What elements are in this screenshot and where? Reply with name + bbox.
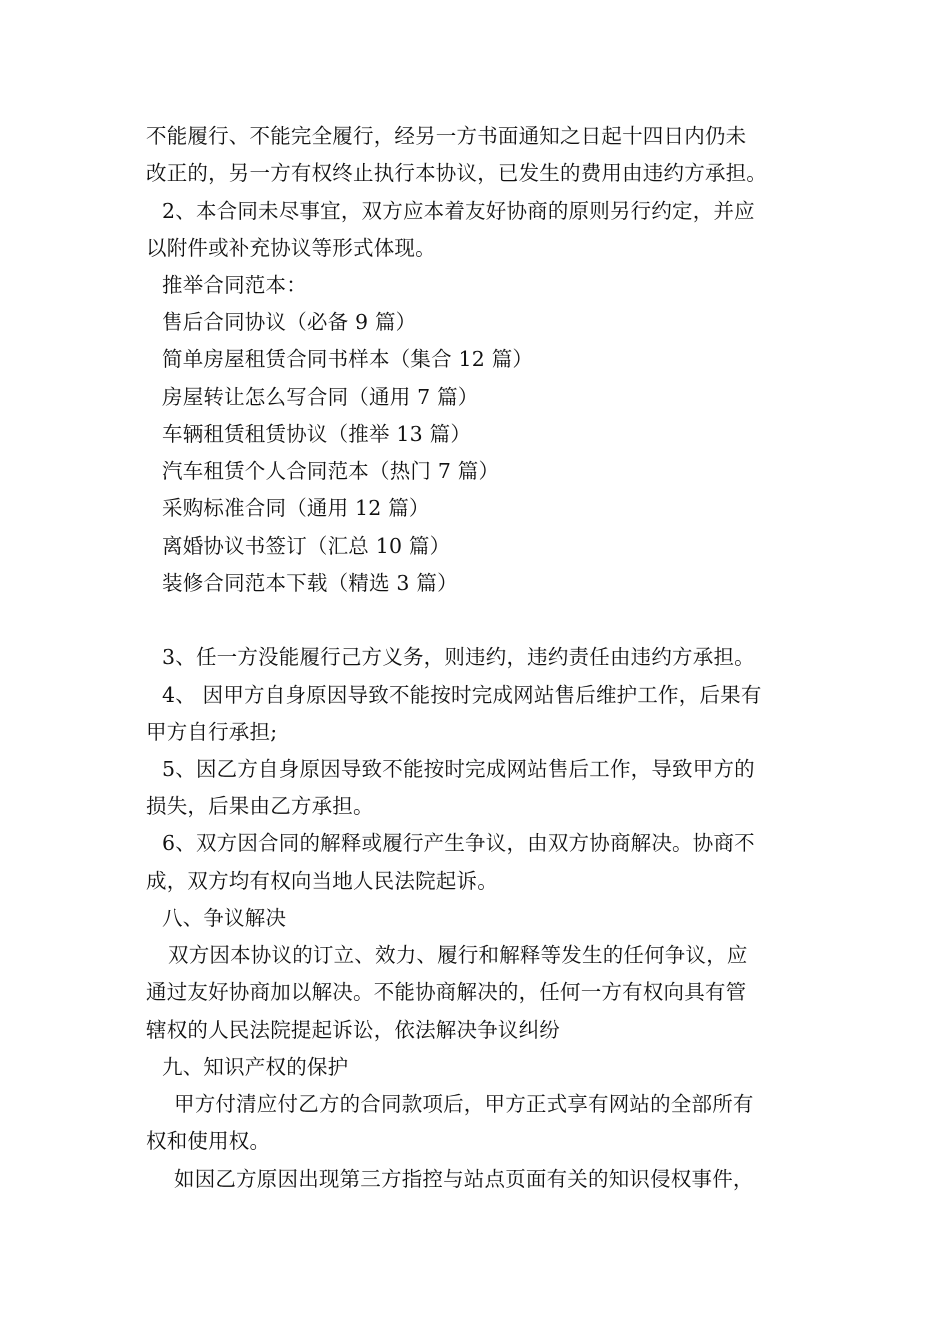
clause-3-line: 3、任一方没能履行己方义务，则违约，违约责任由违约方承担。 [162,645,755,669]
clause-6-line: 6、双方因合同的解释或履行产生争议，由双方协商解决。协商不 [162,831,755,855]
recommend-link[interactable]: 简单房屋租赁合同书样本（集合 12 篇） [162,347,534,371]
body-text-line: 损失，后果由乙方承担。 [146,794,374,818]
recommend-link[interactable]: 采购标准合同（通用 12 篇） [162,496,430,520]
clause-2-line: 2、本合同未尽事宜，双方应本着友好协商的原则另行约定，并应 [162,199,755,223]
body-text-line: 辖权的人民法院提起诉讼，依法解决争议纠纷 [146,1018,560,1042]
clause-5-line: 5、因乙方自身原因导致不能按时完成网站售后工作，导致甲方的 [162,757,755,781]
body-text-line: 双方因本协议的订立、效力、履行和解释等发生的任何争议，应 [168,943,748,967]
body-text-line: 改正的，另一方有权终止执行本协议，已发生的费用由违约方承担。 [146,161,767,185]
body-text-line: 以附件或补充协议等形式体现。 [146,236,436,260]
body-text-line: 甲方自行承担; [146,720,278,744]
body-text-line: 如因乙方原因出现第三方指控与站点页面有关的知识侵权事件， [174,1167,754,1191]
recommend-link[interactable]: 售后合同协议（必备 9 篇） [162,310,417,334]
recommend-link[interactable]: 装修合同范本下载（精选 3 篇） [162,571,458,595]
body-text-line: 成，双方均有权向当地人民法院起诉。 [146,869,498,893]
body-text-line: 甲方付清应付乙方的合同款项后，甲方正式享有网站的全部所有 [174,1092,754,1116]
clause-4-line: 4、 因甲方自身原因导致不能按时完成网站售后维护工作，后果有 [162,683,762,707]
section-heading-8: 八、争议解决 [162,906,287,930]
body-text-line: 通过友好协商加以解决。不能协商解决的，任何一方有权向具有管 [146,980,747,1004]
section-heading-9: 九、知识产权的保护 [162,1055,349,1079]
recommend-link[interactable]: 车辆租赁租赁协议（推举 13 篇） [162,422,472,446]
body-text-line: 权和使用权。 [146,1129,271,1153]
recommend-heading: 推举合同范本： [162,273,307,297]
body-text-line: 不能履行、不能完全履行，经另一方书面通知之日起十四日内仍未 [146,124,747,148]
recommend-link[interactable]: 房屋转让怎么写合同（通用 7 篇） [162,385,479,409]
recommend-link[interactable]: 离婚协议书签订（汇总 10 篇） [162,534,451,558]
recommend-link[interactable]: 汽车租赁个人合同范本（热门 7 篇） [162,459,500,483]
